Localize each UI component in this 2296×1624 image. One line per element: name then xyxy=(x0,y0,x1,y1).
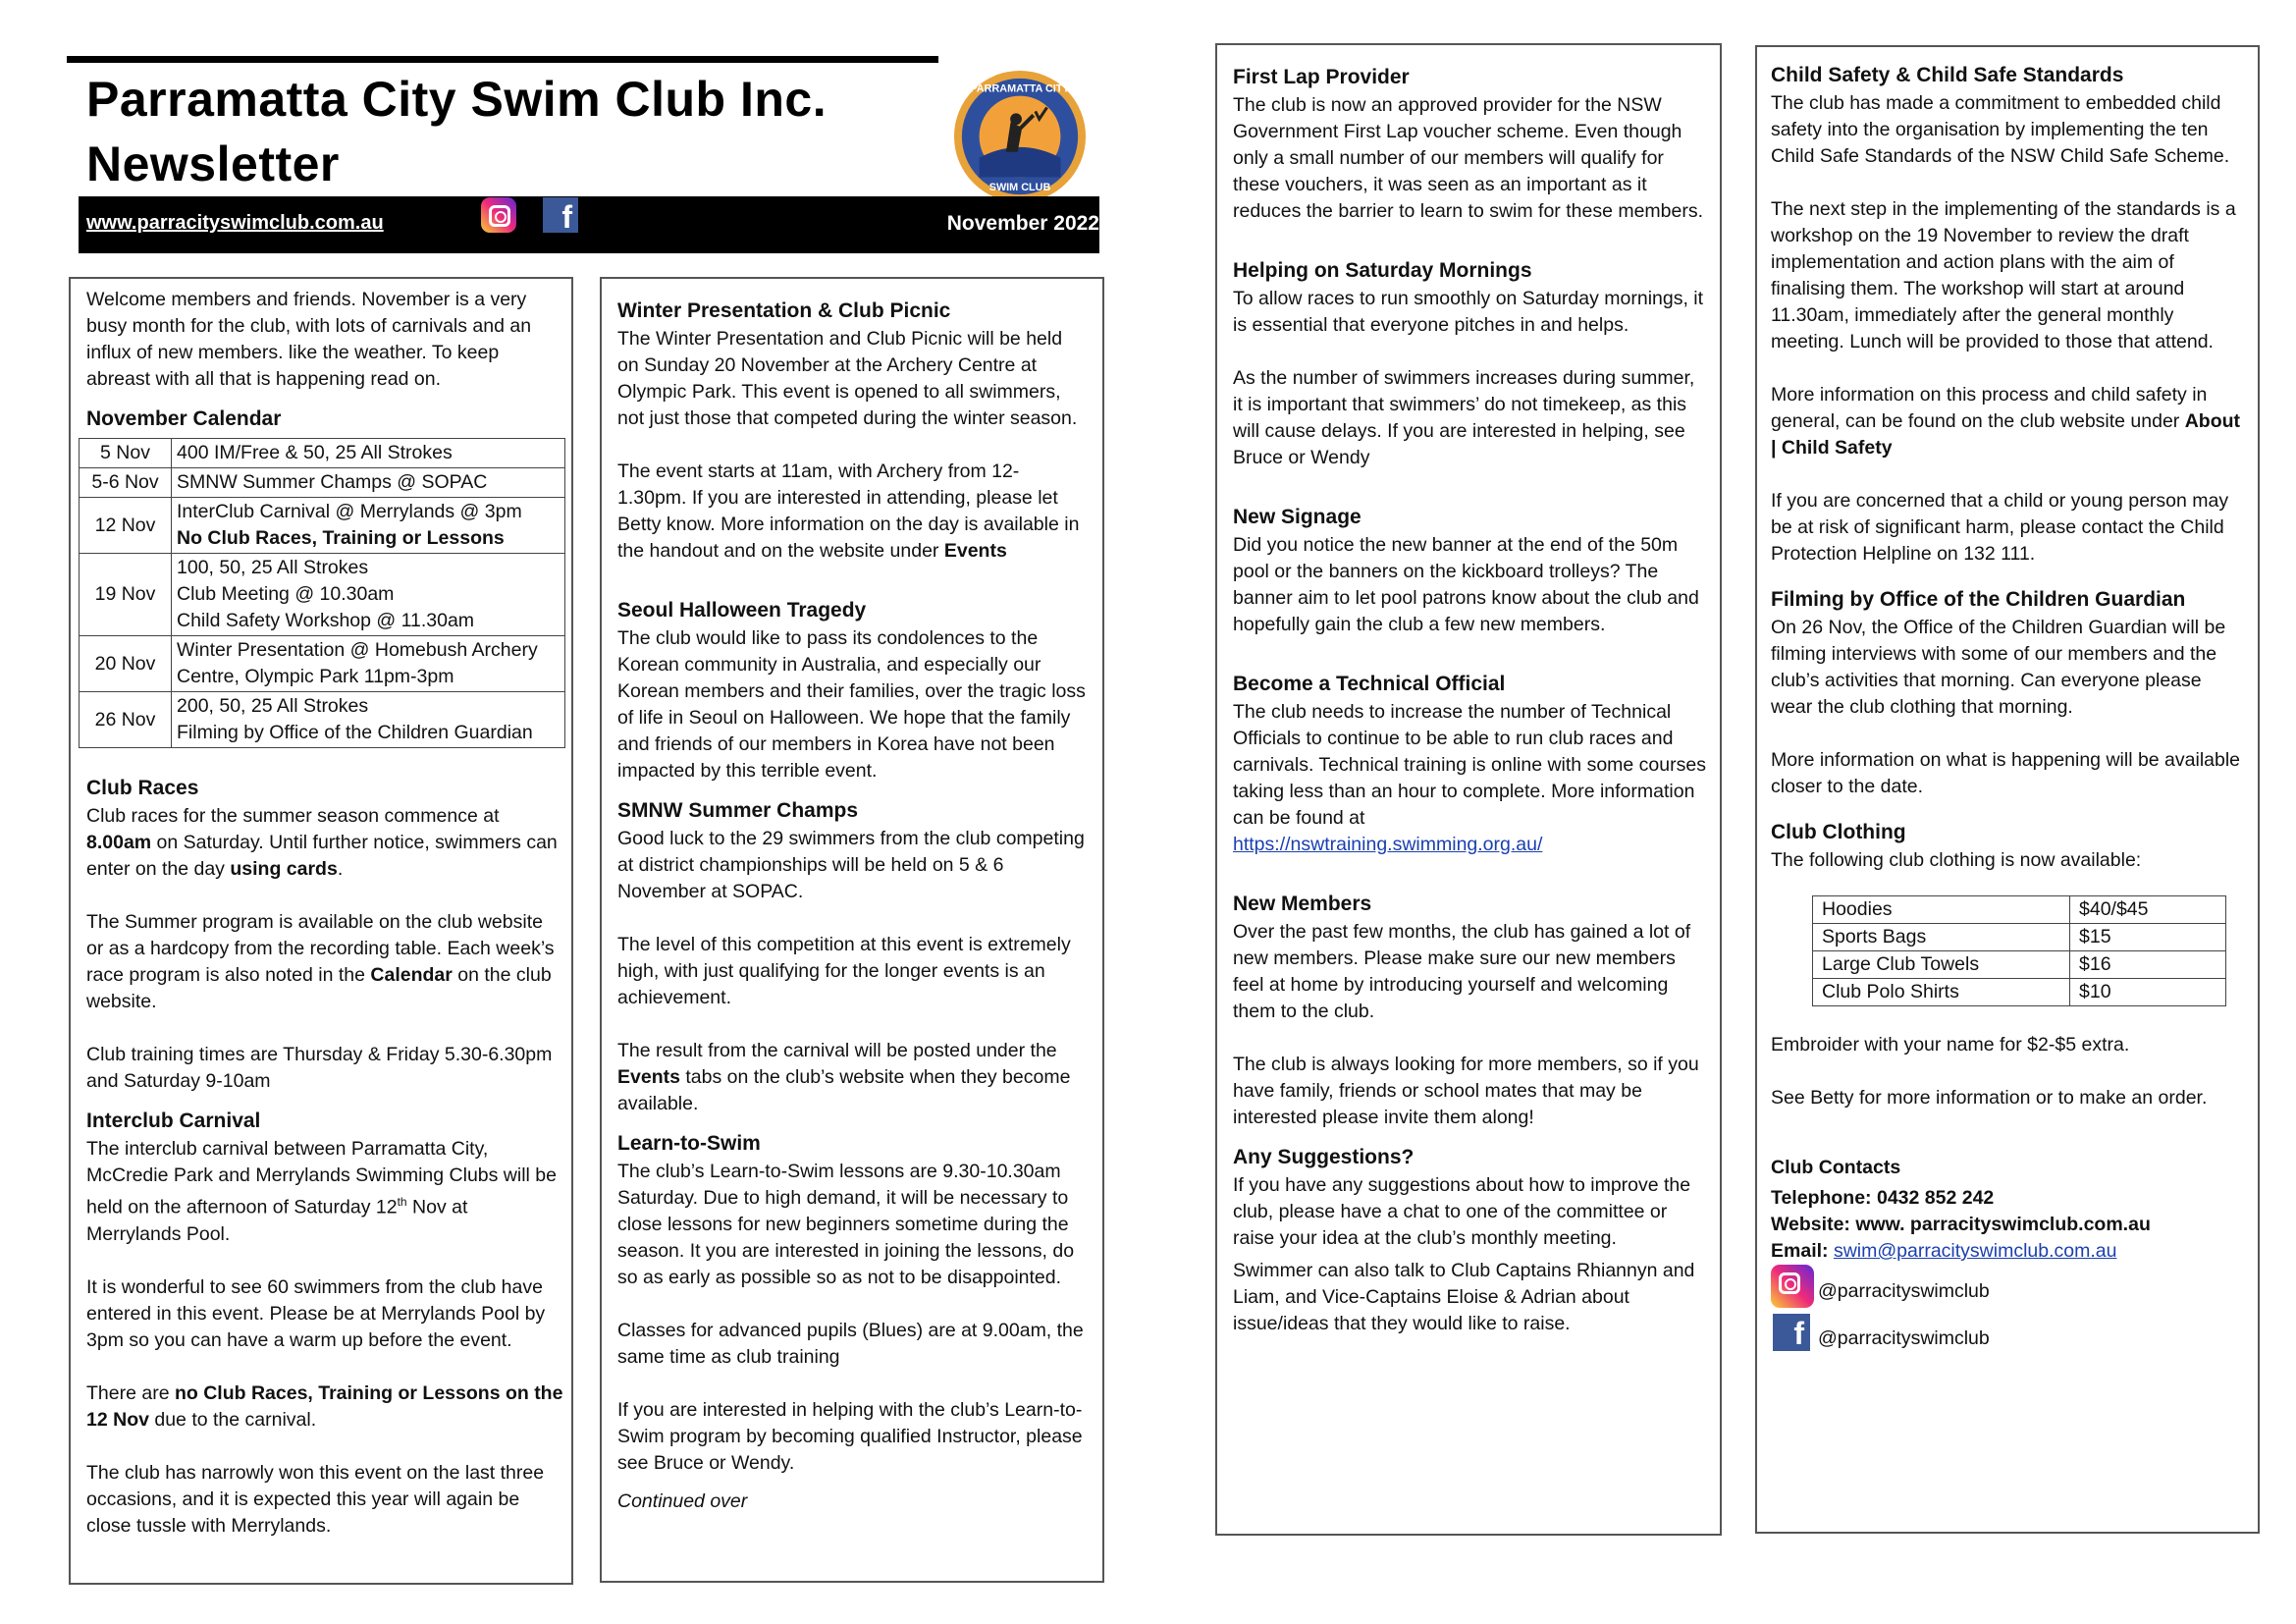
november-calendar-table xyxy=(79,438,565,748)
clothing-item: Sports Bags xyxy=(1813,924,2070,951)
more-members-text: The club is always looking for more members, so if you have family, friends or school mates that may be interested please invite them along! xyxy=(1233,1054,1699,1128)
calendar-heading: November Calendar xyxy=(86,407,282,430)
contact-telephone: Telephone: 0432 852 242 xyxy=(1771,1187,1995,1209)
instagram-handle-row[interactable] xyxy=(1771,1265,2246,1310)
winter-presentation-details: The event starts at 11am, with Archery from 12-1.30pm. If you are interested in attending, please let Betty know. More information on the day is available in the handout and on the website under Events xyxy=(617,460,1080,562)
calendar-event: InterClub Carnival @ Merrylands @ 3pm No Club Races, Training or Lessons xyxy=(172,498,565,554)
instagram-handle: @parracityswimclub xyxy=(1818,1280,1990,1302)
child-safety-heading: Child Safety & Child Safe Standards xyxy=(1771,64,2124,86)
issue-date: November 2022 xyxy=(946,212,1099,235)
smnw-results-text: The result from the carnival will be posted under the Events tabs on the club’s website when they become available. xyxy=(617,1040,1071,1114)
column-2 xyxy=(600,277,1104,1583)
training-times-text: Club training times are Thursday & Friday 5.30-6.30pm and Saturday 9-10am xyxy=(86,1044,553,1092)
table-row xyxy=(80,636,565,692)
table-row xyxy=(80,498,565,554)
technical-official-heading: Become a Technical Official xyxy=(1233,673,1506,695)
captains-text: Swimmer can also talk to Club Captains Rhiannyn and Liam, and Vice-Captains Eloise & Adrian about issue/ideas that they would like to raise. xyxy=(1233,1260,1695,1334)
suggestions-heading: Any Suggestions? xyxy=(1233,1146,1415,1168)
clothing-price: $40/$45 xyxy=(2070,896,2226,924)
timekeep-text: As the number of swimmers increases during summer, it is important that swimmers’ do not timekeep, as this will cause delays. If you are interested in helping, see Bruce or Wendy xyxy=(1233,367,1695,468)
seoul-text: The club would like to pass its condolences to the Korean community in Australia, and especially our Korean members and their families, over the tragic loss of life in Seoul on Halloween. We hope that the family and friends of our members in Korea have not been impacted by this terrible event. xyxy=(617,627,1086,782)
advanced-classes-text: Classes for advanced pupils (Blues) are at 9.00am, the same time as club training xyxy=(617,1320,1084,1368)
signage-text: Did you notice the new banner at the end of the 50m pool or the banners on the kickboard trolleys? The banner aim to let pool patrons know about the club and hopefully gain the club a few new members. xyxy=(1233,534,1699,635)
interclub-history-text: The club has narrowly won this event on the last three occasions, and it is expected this year will again be close tussle with Merrylands. xyxy=(86,1461,545,1537)
logo-text-bottom: SWIM CLUB xyxy=(988,182,1051,194)
calendar-date: 5 Nov xyxy=(80,439,172,468)
clothing-price: $16 xyxy=(2070,951,2226,979)
calendar-event: 100, 50, 25 All Strokes Club Meeting @ 10.30am Child Safety Workshop @ 11.30am xyxy=(172,554,565,636)
contact-website: Website: www. parracityswimclub.com.au xyxy=(1771,1214,2151,1235)
calendar-event: 400 IM/Free & 50, 25 All Strokes xyxy=(172,439,565,468)
nsw-training-link[interactable]: https://nswtraining.swimming.org.au/ xyxy=(1233,834,1543,855)
helping-text: To allow races to run smoothly on Saturday mornings, it is essential that everyone pitches in and helps. xyxy=(1233,288,1704,336)
calendar-event: 200, 50, 25 All Strokes Filming by Office of the Children Guardian xyxy=(172,692,565,748)
embroider-text: Embroider with your name for $2-$5 extra. xyxy=(1771,1034,2130,1056)
facebook-icon[interactable]: f xyxy=(543,197,578,233)
header-rule xyxy=(67,56,938,63)
order-text: See Betty for more information or to make an order. xyxy=(1771,1087,2208,1109)
newsletter-subtitle: Newsletter xyxy=(86,136,340,191)
summer-program-text: The Summer program is available on the club website or as a hardcopy from the recording table. Each week’s race program is also noted in the Calendar on the club website. xyxy=(86,911,555,1012)
calendar-date: 26 Nov xyxy=(80,692,172,748)
clothing-item: Club Polo Shirts xyxy=(1813,979,2070,1006)
interclub-text: The interclub carnival between Parramatta City, McCredie Park and Merrylands Swimming Clubs will be held on the afternoon of Saturday 12th Nov at Merrylands Pool. xyxy=(86,1138,557,1245)
club-races-heading: Club Races xyxy=(86,777,199,799)
table-row xyxy=(80,554,565,636)
smnw-heading: SMNW Summer Champs xyxy=(617,799,859,822)
suggestions-text: If you have any suggestions about how to improve the club, please have a chat to one of the committee or raise your idea at the club’s monthly meeting. xyxy=(1233,1174,1691,1249)
table-row xyxy=(1813,924,2226,951)
smnw-text: Good luck to the 29 swimmers from the club competing at district championships will be held on 5 & 6 November at SOPAC. xyxy=(617,828,1085,902)
continued-over: Continued over xyxy=(617,1490,748,1512)
learn-to-swim-heading: Learn-to-Swim xyxy=(617,1132,761,1155)
table-row xyxy=(80,692,565,748)
helping-heading: Helping on Saturday Mornings xyxy=(1233,259,1532,282)
clothing-heading: Club Clothing xyxy=(1771,821,1906,843)
table-row xyxy=(1813,979,2226,1006)
column-1 xyxy=(69,277,573,1585)
intro-text: Welcome members and friends. November is a very busy month for the club, with lots of carnivals and an influx of new members. like the weather. To keep abreast with all that is happening read on. xyxy=(86,289,532,390)
facebook-icon: f xyxy=(1773,1314,1810,1351)
interclub-heading: Interclub Carnival xyxy=(86,1110,261,1132)
first-lap-heading: First Lap Provider xyxy=(1233,66,1410,88)
clothing-item: Large Club Towels xyxy=(1813,951,2070,979)
new-members-heading: New Members xyxy=(1233,893,1372,915)
clothing-price: $15 xyxy=(2070,924,2226,951)
newsletter-title: Parramatta City Swim Club Inc. xyxy=(86,72,828,127)
technical-official-text: The club needs to increase the number of Technical Officials to continue to be able to run club races and carnivals. Technical training is online with some courses taking less than an hour to complete. More information can be found at xyxy=(1233,701,1706,829)
clothing-price-table xyxy=(1812,895,2226,1006)
club-races-text: Club races for the summer season commence at 8.00am on Saturday. Until further notice, swimmers can enter on the day using cards. xyxy=(86,805,558,880)
facebook-handle-row[interactable] xyxy=(1771,1314,2246,1359)
seoul-heading: Seoul Halloween Tragedy xyxy=(617,599,867,622)
calendar-date: 20 Nov xyxy=(80,636,172,692)
club-logo xyxy=(952,69,1088,204)
instagram-icon xyxy=(1771,1265,1814,1308)
filming-text: On 26 Nov, the Office of the Children Guardian will be filming interviews with some of our members and the club’s activities that morning. Can everyone please wear the club clothing that morning. xyxy=(1771,617,2226,718)
website-link[interactable]: www.parracityswimclub.com.au xyxy=(86,212,384,234)
logo-text-top: PARRAMATTA CITY xyxy=(970,82,1070,95)
contact-email-row: Email: swim@parracityswimclub.com.au xyxy=(1771,1240,2117,1262)
filming-heading: Filming by Office of the Children Guardian xyxy=(1771,588,2186,611)
table-row xyxy=(80,439,565,468)
column-4 xyxy=(1755,45,2260,1534)
first-lap-text: The club is now an approved provider for the NSW Government First Lap voucher scheme. Even though only a small number of our members will qualify for these vouchers, it was seen as an important as it reduces the barrier to learn to swim for these members. xyxy=(1233,94,1704,222)
signage-heading: New Signage xyxy=(1233,506,1362,528)
helpline-text: If you are concerned that a child or young person may be at risk of significant harm, please contact the Child Protection Helpline on 132 111. xyxy=(1771,490,2229,565)
calendar-date: 5-6 Nov xyxy=(80,468,172,498)
table-row xyxy=(1813,896,2226,924)
child-safety-info-text: More information on this process and child safety in general, can be found on the club website under About | Child Safety xyxy=(1771,384,2241,459)
contacts-heading: Club Contacts xyxy=(1771,1157,1901,1178)
learn-to-swim-text: The club’s Learn-to-Swim lessons are 9.30-10.30am Saturday. Due to high demand, it will be necessary to close lessons for new beginners sometime during the season. It you are interested in joining the lessons, do so as early as possible so as not to be disappointed. xyxy=(617,1161,1075,1288)
column-3 xyxy=(1215,43,1722,1536)
calendar-event: SMNW Summer Champs @ SOPAC xyxy=(172,468,565,498)
smnw-level-text: The level of this competition at this event is extremely high, with just qualifying for the longer events is an achievement. xyxy=(617,934,1071,1008)
winter-presentation-text: The Winter Presentation and Club Picnic will be held on Sunday 20 November at the Archery Centre at Olympic Park. This event is opened to all swimmers, not just those that competed during the winter season. xyxy=(617,328,1078,429)
clothing-item: Hoodies xyxy=(1813,896,2070,924)
facebook-handle: @parracityswimclub xyxy=(1818,1327,1990,1349)
clothing-price: $10 xyxy=(2070,979,2226,1006)
table-row xyxy=(1813,951,2226,979)
child-safety-text: The club has made a commitment to embedded child safety into the organisation by implementing the ten Child Safe Standards of the NSW Child Safe Scheme. xyxy=(1771,92,2230,167)
clothing-intro: The following club clothing is now available: xyxy=(1771,849,2142,871)
interclub-entries-text: It is wonderful to see 60 swimmers from the club have entered in this event. Please be at Merrylands Pool by 3pm so you can have a warm up before the event. xyxy=(86,1275,546,1351)
instructor-text: If you are interested in helping with the club’s Learn-to-Swim program by becoming qualified Instructor, please see Bruce or Wendy. xyxy=(617,1399,1083,1474)
filming-more-text: More information on what is happening will be available closer to the date. xyxy=(1771,749,2241,797)
calendar-event: Winter Presentation @ Homebush Archery Centre, Olympic Park 11pm-3pm xyxy=(172,636,565,692)
contact-email-link[interactable]: swim@parracityswimclub.com.au xyxy=(1833,1240,2117,1262)
new-members-text: Over the past few months, the club has gained a lot of new members. Please make sure our new members feel at home by introducing yourself and welcoming them to the club. xyxy=(1233,921,1691,1022)
table-row xyxy=(80,468,565,498)
winter-presentation-heading: Winter Presentation & Club Picnic xyxy=(617,299,951,322)
calendar-date: 19 Nov xyxy=(80,554,172,636)
interclub-no-races-text: There are no Club Races, Training or Lessons on the 12 Nov due to the carnival. xyxy=(86,1381,563,1431)
workshop-text: The next step in the implementing of the standards is a workshop on the 19 November to review the draft implementation and action plans with the aim of finalising them. The workshop will start at around 11.30am, immediately after the general monthly meeting. Lunch will be provided to those that attend. xyxy=(1771,198,2236,352)
instagram-icon[interactable] xyxy=(481,197,516,233)
calendar-date: 12 Nov xyxy=(80,498,172,554)
